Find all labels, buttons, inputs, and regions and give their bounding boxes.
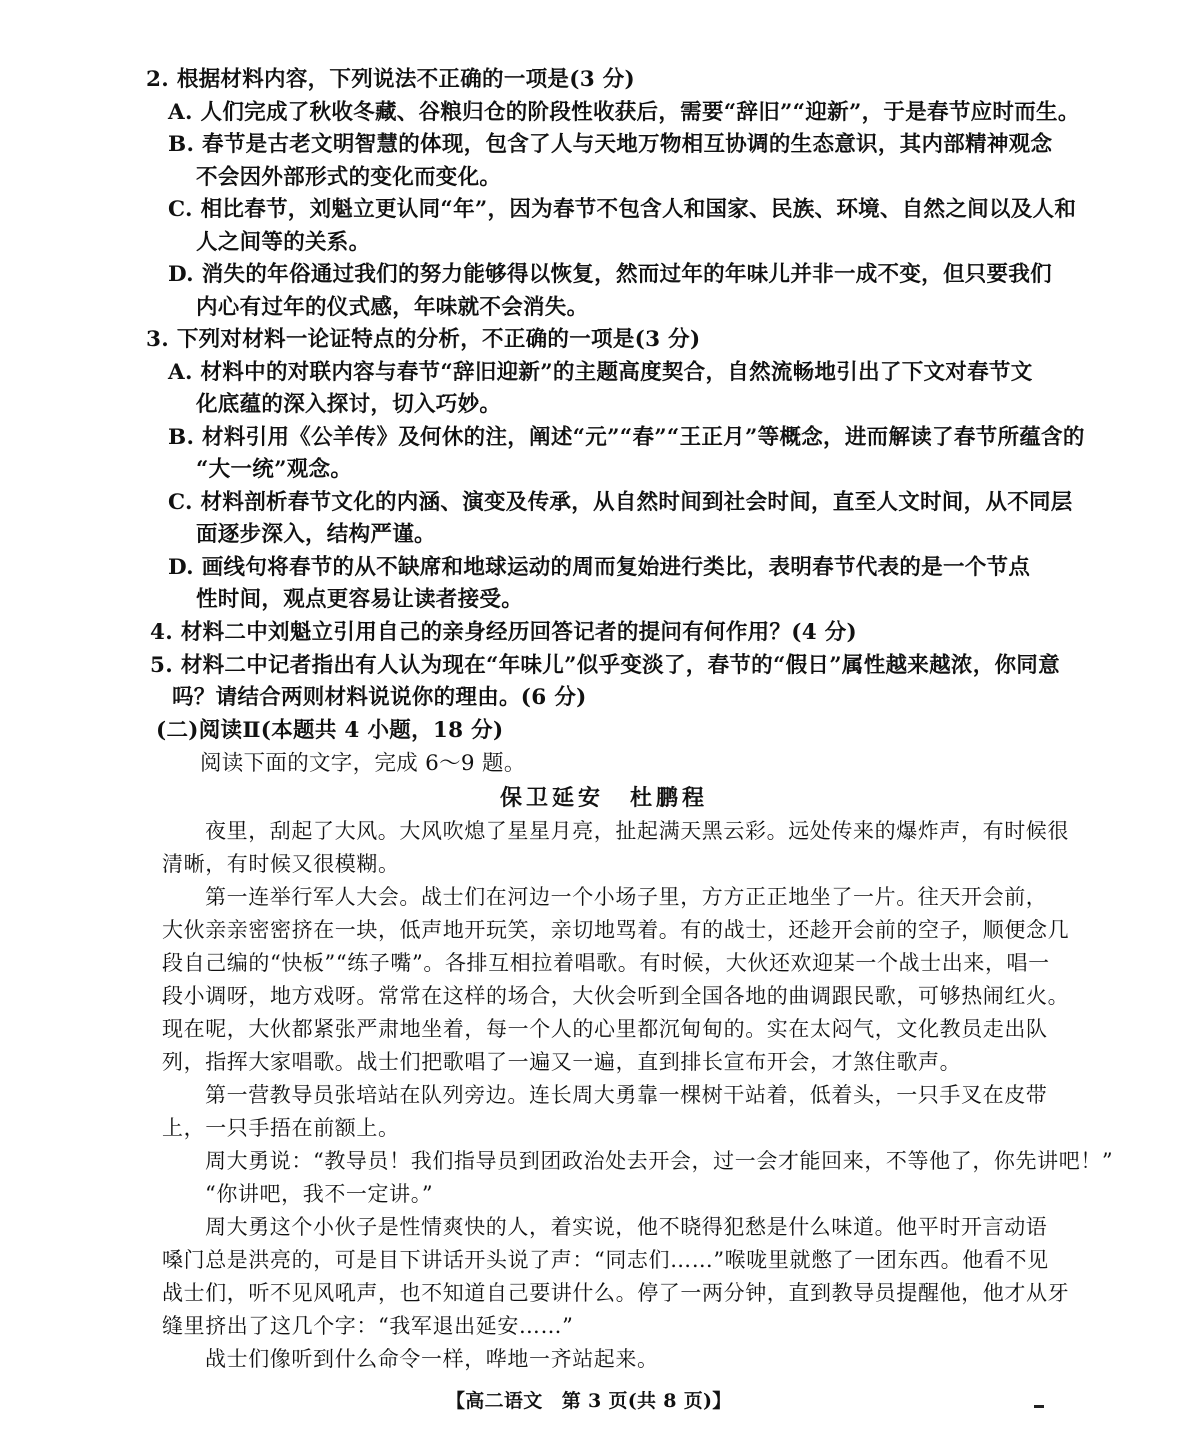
- question-2-option-b-cont: 不会因外部形式的变化而变化。: [196, 165, 502, 190]
- passage-line: 缝里挤出了这几个字：“我军退出延安……”: [162, 1314, 574, 1338]
- question-3-option-c-cont: 面逐步深入，结构严谨。: [196, 522, 436, 547]
- passage-line: 夜里，刮起了大风。大风吹熄了星星月亮，扯起满天黑云彩。远处传来的爆炸声，有时候很: [205, 819, 1069, 843]
- question-5: 5. 材料二中记者指出有人认为现在“年味儿”似乎变淡了，春节的“假日”属性越来越浓，你同意: [150, 653, 1060, 678]
- passage-line: 周大勇这个小伙子是性情爽快的人，着实说，他不晓得犯愁是什么味道。他平时开言动语: [205, 1215, 1048, 1239]
- passage-title: 保卫延安 杜鹏程: [500, 785, 709, 811]
- passage-line: 战士们像听到什么命令一样，哗地一齐站起来。: [205, 1347, 659, 1371]
- question-3-option-d: D. 画线句将春节的从不缺席和地球运动的周而复始进行类比，表明春节代表的是一个节点: [168, 555, 1031, 580]
- question-3-option-b: B. 材料引用《公羊传》及何休的注，阐述“元”“春”“王正月”等概念，进而解读了春节所蕴含的: [168, 425, 1085, 450]
- question-2-option-a: A. 人们完成了秋收冬藏、谷粮归仓的阶段性收获后，需要“辞旧”“迎新”，于是春节应时而生。: [168, 100, 1080, 125]
- passage-line: 清晰，有时候又很模糊。: [162, 852, 400, 876]
- question-2-option-b: B. 春节是古老文明智慧的体现，包含了人与天地万物相互协调的生态意识，其内部精神观念: [168, 132, 1053, 157]
- page-footer: 【高二语文 第 3 页(共 8 页)】: [446, 1390, 732, 1412]
- question-4: 4. 材料二中刘魁立引用自己的亲身经历回答记者的提问有何作用？(4 分): [150, 620, 858, 645]
- passage-line: 段自己编的“快板”“练子嘴”。各排互相拉着唱歌。有时候，大伙还欢迎某一个战士出来，唱一: [162, 951, 1050, 975]
- passage-line: “你讲吧，我不一定讲。”: [205, 1182, 434, 1206]
- question-3-option-a-cont: 化底蕴的深入探讨，切入巧妙。: [196, 392, 502, 417]
- question-3-option-a: A. 材料中的对联内容与春节“辞旧迎新”的主题高度契合，自然流畅地引出了下文对春节文: [168, 360, 1033, 385]
- passage-line: 列，指挥大家唱歌。战士们把歌唱了一遍又一遍，直到排长宣布开会，才煞住歌声。: [162, 1050, 962, 1074]
- question-2-option-c-cont: 人之间等的关系。: [196, 230, 371, 255]
- passage-line: 第一连举行军人大会。战士们在河边一个小场子里，方方正正地坐了一片。往天开会前，: [205, 885, 1048, 909]
- passage-line: 段小调呀，地方戏呀。常常在这样的场合，大伙会听到全国各地的曲调跟民歌，可够热闹红火。: [162, 984, 1070, 1008]
- question-2-stem: 2. 根据材料内容，下列说法不正确的一项是(3 分): [146, 67, 636, 92]
- passage-line: 周大勇说：“教导员！我们指导员到团政治处去开会，过一会才能回来，不等他了，你先讲吧！”: [205, 1149, 1114, 1173]
- question-3-stem: 3. 下列对材料一论证特点的分析，不正确的一项是(3 分): [146, 327, 701, 352]
- question-3-option-b-cont: “大一统”观念。: [196, 457, 353, 482]
- footer-dash: [1034, 1405, 1044, 1408]
- section-heading: (二)阅读Ⅱ(本题共 4 小题，18 分): [156, 718, 504, 743]
- passage-line: 上，一只手捂在前额上。: [162, 1116, 400, 1140]
- passage-line: 嗓门总是洪亮的，可是目下讲话开头说了声：“同志们……”喉咙里就憋了一团东西。他看不见: [162, 1248, 1049, 1272]
- question-2-option-c: C. 相比春节，刘魁立更认同“年”，因为春节不包含人和国家、民族、环境、自然之间以及人和: [168, 197, 1077, 222]
- question-3-option-c: C. 材料剖析春节文化的内涵、演变及传承，从自然时间到社会时间，直至人文时间，从不同层: [168, 490, 1073, 515]
- passage-line: 第一营教导员张培站在队列旁边。连长周大勇靠一棵树干站着，低着头，一只手叉在皮带: [205, 1083, 1048, 1107]
- question-3-option-d-cont: 性时间，观点更容易让读者接受。: [196, 587, 524, 612]
- question-5-cont: 吗？请结合两则材料说说你的理由。(6 分): [172, 685, 587, 710]
- question-2-option-d-cont: 内心有过年的仪式感，年味就不会消失。: [196, 295, 589, 320]
- passage-line: 战士们，听不见风吼声，也不知道自己要讲什么。停了一两分钟，直到教导员提醒他，他才从牙: [162, 1281, 1070, 1305]
- question-2-option-d: D. 消失的年俗通过我们的努力能够得以恢复，然而过年的年味儿并非一成不变，但只要我们: [168, 262, 1052, 287]
- passage-line: 大伙亲亲密密挤在一块，低声地开玩笑，亲切地骂着。有的战士，还趁开会前的空子，顺便念几: [162, 918, 1070, 942]
- section-instruction: 阅读下面的文字，完成 6～9 题。: [200, 751, 526, 776]
- passage-line: 现在呢，大伙都紧张严肃地坐着，每一个人的心里都沉甸甸的。实在太闷气，文化教员走出队: [162, 1017, 1048, 1041]
